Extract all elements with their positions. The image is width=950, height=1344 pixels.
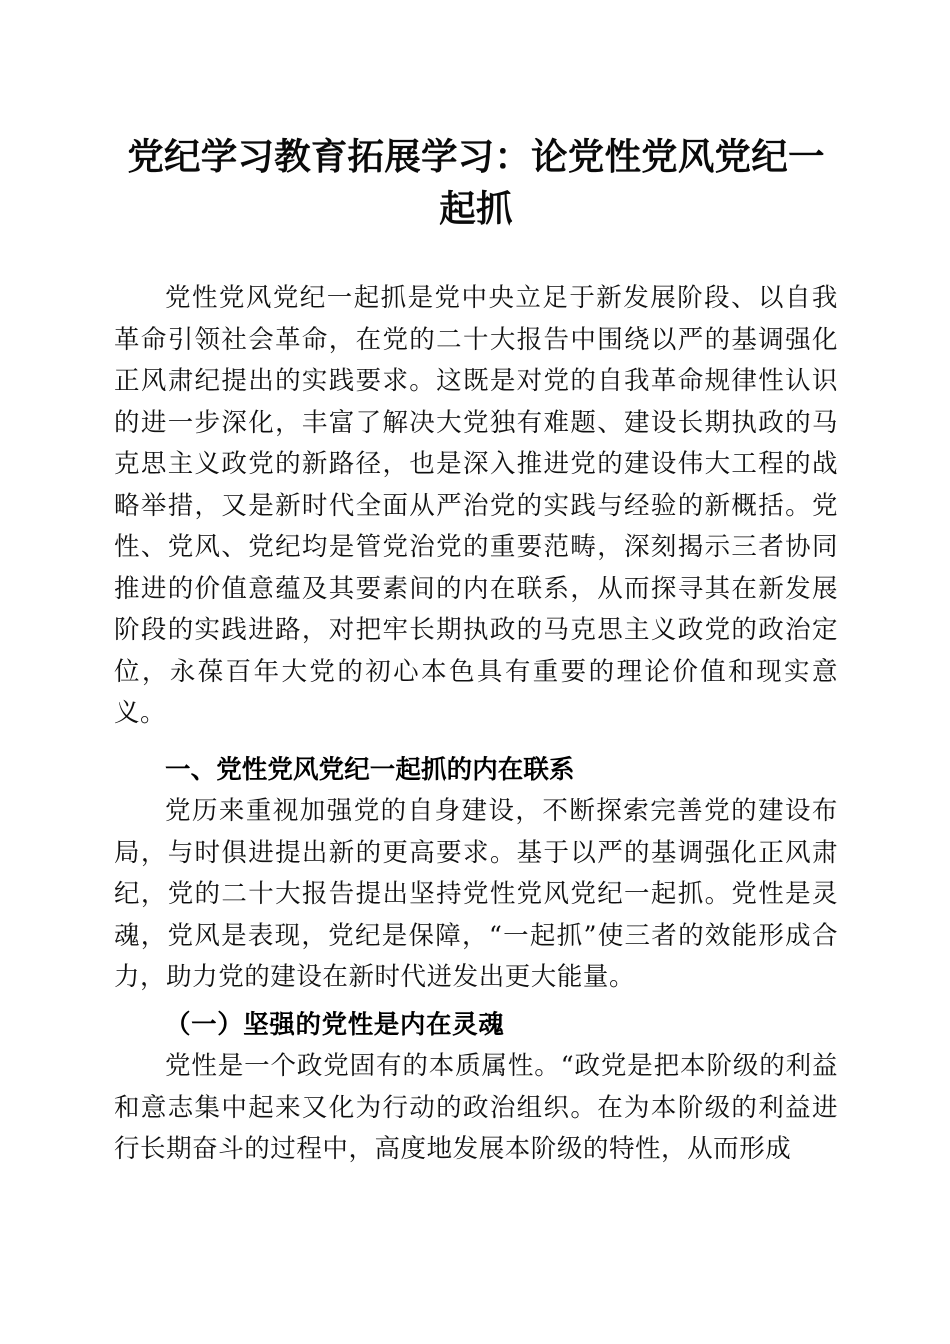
page-title: 党纪学习教育拓展学习：论党性党风党纪一起抓 <box>127 135 825 230</box>
subsection-heading-1-1: （一）坚强的党性是内在灵魂 <box>165 1009 505 1040</box>
section-1-paragraph-1: 党历来重视加强党的自身建设，不断探索完善党的建设布局，与时俱进提出新的更高要求。基于以严的基调强化正风肃纪，党的二十大报告提出坚持党性党风党纪一起抓。党性是灵魂，党风是表现，党纪是保障，“一起抓”使三者的效能形成合力，助力党的建设在新时代迸发出更大能量。 <box>114 796 838 992</box>
intro-paragraph: 党性党风党纪一起抓是党中央立足于新发展阶段、以自我革命引领社会革命，在党的二十大报告中围绕以严的基调强化正风肃纪提出的实践要求。这既是对党的自我革命规律性认识的进一步深化，丰富了解决大党独有难题、建设长期执政的马克思主义政党的新路径，也是深入推进党的建设伟大工程的战略举措，又是新时代全面从严治党的实践与经验的新概括。党性、党风、党纪均是管党治党的重要范畴，深刻揭示三者协同推进的价值意蕴及其要素间的内在联系，从而探寻其在新发展阶段的实践进路，对把牢长期执政的马克思主义政党的政治定位，永葆百年大党的初心本色具有重要的理论价值和现实意义。 <box>114 283 838 728</box>
section-heading-1: 一、党性党风党纪一起抓的内在联系 <box>165 754 575 785</box>
document-content-column <box>114 0 838 1171</box>
subsection-1-1-paragraph-1: 党性是一个政党固有的本质属性。“政党是把本阶级的利益和意志集中起来又化为行动的政治组织。在为本阶级的利益进行长期奋斗的过程中，高度地发展本阶级的特性，从而形成 <box>114 1051 838 1164</box>
